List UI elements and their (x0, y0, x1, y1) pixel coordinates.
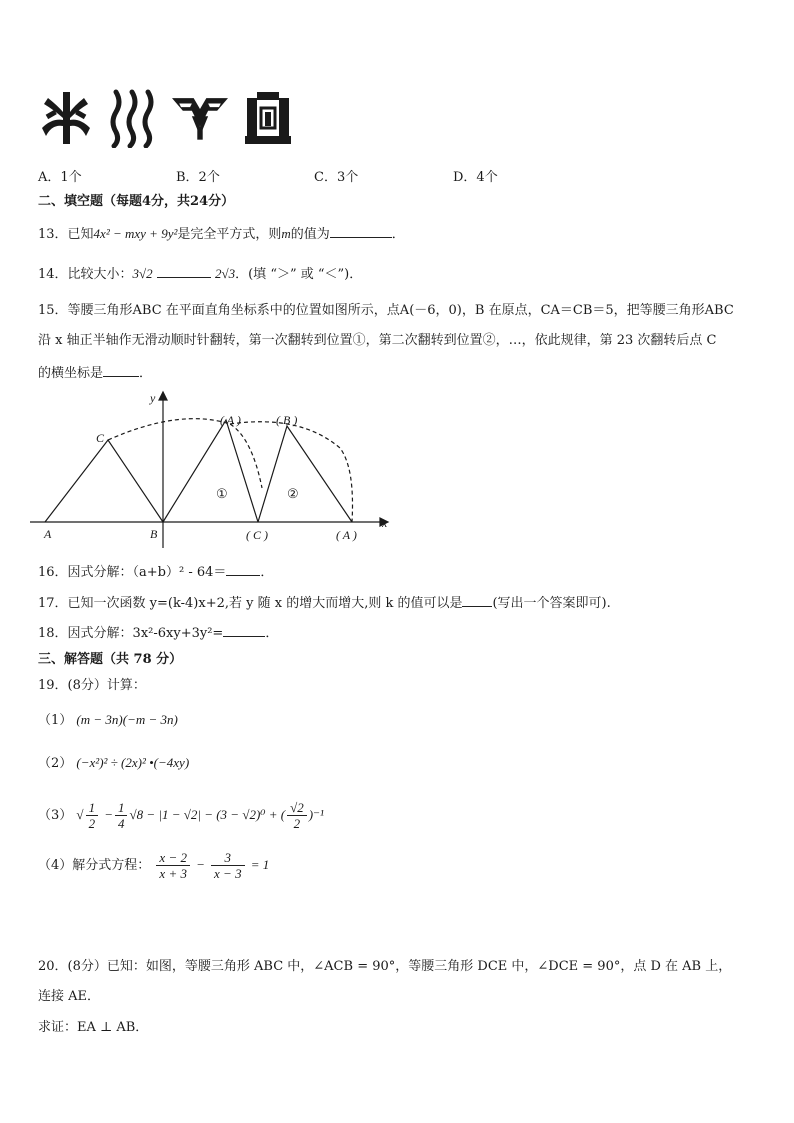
question-14 (38, 264, 362, 284)
symbol-1-icon (38, 88, 94, 148)
q15-line-3: 的横坐标是 ． (38, 363, 152, 383)
q18-text: 18．因式分解：3x²-6xy+3y²= (38, 626, 224, 641)
q19-p3-frac-2: $\frac{1}{4}$ (115, 800, 128, 831)
q14-blank (157, 264, 211, 278)
q19-p4-number: （4）解分式方程： (38, 858, 151, 873)
q19-p4-frac-1: $\frac{x - 2}{x + 3}$ (156, 850, 190, 881)
q14-post: ．(填 “＞” 或 “＜”)． (235, 267, 363, 282)
q19-p1-expr: (m − 3n)(−m − 3n) (76, 712, 178, 727)
question-18: 18．因式分解：3x²-6xy+3y²= ． (38, 623, 278, 643)
q19-part-4: （4）解分式方程： $\frac{x - 2}{x + 3}$ − $\frac{3}{x - 3}$ = 1 (38, 850, 270, 881)
option-a: A．1个 (38, 170, 82, 185)
q13-number: 13．已知 (38, 227, 94, 242)
q17-post: (写出一个答案即可). (492, 596, 611, 611)
option-b: B．2个 (176, 170, 220, 185)
option-d: D．4个 (453, 170, 498, 185)
q15-line-3-text: 的横坐标是 (38, 366, 104, 381)
q19-p1-number: （1） (38, 713, 73, 728)
q13-expression: 4x² − mxy + 9y² (93, 226, 178, 241)
section-3-title: 三、解答题（共 78 分） (38, 652, 183, 667)
label-a: A (44, 527, 52, 541)
q19-part-1 (38, 711, 178, 730)
q16-text: 16．因式分解：（a+b）² - 64＝ (38, 565, 227, 580)
label-b: B (150, 527, 158, 541)
label-a2: ( A ) (336, 528, 357, 542)
section-2-title: 二、填空题（每题4分，共24分） (38, 194, 235, 209)
q15-blank (103, 363, 139, 377)
label-position-1: ① (216, 486, 228, 501)
q19-part-2 (38, 754, 189, 773)
q18-blank (223, 623, 265, 637)
q20-line-2: 连接 AE． (38, 989, 101, 1004)
q19-p3-end: )⁻¹ (308, 807, 324, 822)
q14-number: 14．比较大小： (38, 267, 133, 282)
q13-blank (330, 224, 392, 238)
label-c1: ( C ) (246, 528, 268, 542)
symbol-4-icon (240, 88, 296, 148)
q19-p3-mid: √8 − |1 − √2| − (3 − √2)⁰ + ( (129, 807, 286, 822)
q15-line-2: 沿 x 轴正半轴作无滑动顺时针翻转，第一次翻转到位置①，第二次翻转到位置②，…，依此规律，第 23 次翻转后点 C (38, 333, 717, 348)
q19-p4-frac-2: $\frac{3}{x - 3}$ (211, 850, 245, 881)
q17-blank (462, 593, 492, 607)
q19-p3-frac-3: $\frac{√2}{2}$ (287, 800, 307, 831)
question-13: 13．已知4x² − mxy + 9y²是完全平方式，则m的值为 ． (38, 226, 405, 242)
label-c: C (96, 431, 105, 445)
q20-line-1: 20．(8分）已知：如图，等腰三角形 ABC 中，∠ACB = 90°，等腰三角形 DCE 中，∠DCE = 90°，点 D 在 AB 上， (38, 959, 732, 974)
question-16: 16．因式分解：（a+b）² - 64＝ ． (38, 562, 273, 582)
label-position-2: ② (287, 486, 299, 501)
q13-var: m (281, 226, 291, 241)
q15-figure (30, 388, 400, 548)
label-y: y (150, 391, 156, 405)
q19-p2-number: （2） (38, 756, 73, 771)
symbol-2-icon (106, 88, 162, 148)
q13-text: 是完全平方式，则 (177, 227, 282, 242)
q19-p3-frac-1: $\frac{1}{2}$ (86, 800, 99, 831)
q14-a: 3√2 (132, 266, 153, 281)
question-17 (38, 593, 611, 613)
q19-p4-tail: = 1 (250, 857, 270, 872)
label-a1: ( A ) (220, 413, 241, 427)
q13-post: 的值为 (290, 227, 330, 242)
triangle-1 (163, 420, 258, 522)
q15-line-1: 15．等腰三角形ABC 在平面直角坐标系中的位置如图所示，点A(－6，0)，B 在原点，CA＝CB＝5，把等腰三角形ABC (38, 303, 734, 318)
q20-line-3: 求证：EA ⊥ AB． (38, 1020, 149, 1035)
arc-2 (230, 422, 353, 522)
arc-1 (108, 419, 262, 488)
q19-p2-expr: (−x²)² ÷ (2x)² •(−4xy) (76, 755, 190, 770)
question-19-title: 19．(8分）计算： (38, 678, 146, 693)
symbol-3-icon (172, 88, 228, 148)
label-x: x (382, 516, 388, 530)
triangle-abc (45, 440, 163, 522)
q17-text: 17．已知一次函数 y=(k-4)x+2,若 y 随 x 的增大而增大,则 k 的值可以是 (38, 596, 463, 611)
q19-part-3: （3） √ $\frac{1}{2}$ − $\frac{1}{4}$ √8 − |1 − √2| − (3 − √2)⁰ + ( $\frac{√2}{2}$ )⁻¹ (38, 800, 324, 831)
q16-blank (226, 562, 260, 576)
q19-p3-number: （3） (38, 808, 73, 823)
triangle-2 (258, 426, 352, 522)
option-c: C．3个 (314, 170, 359, 185)
label-b1: ( B ) (276, 413, 298, 427)
q14-b: 2√3 (214, 266, 236, 281)
